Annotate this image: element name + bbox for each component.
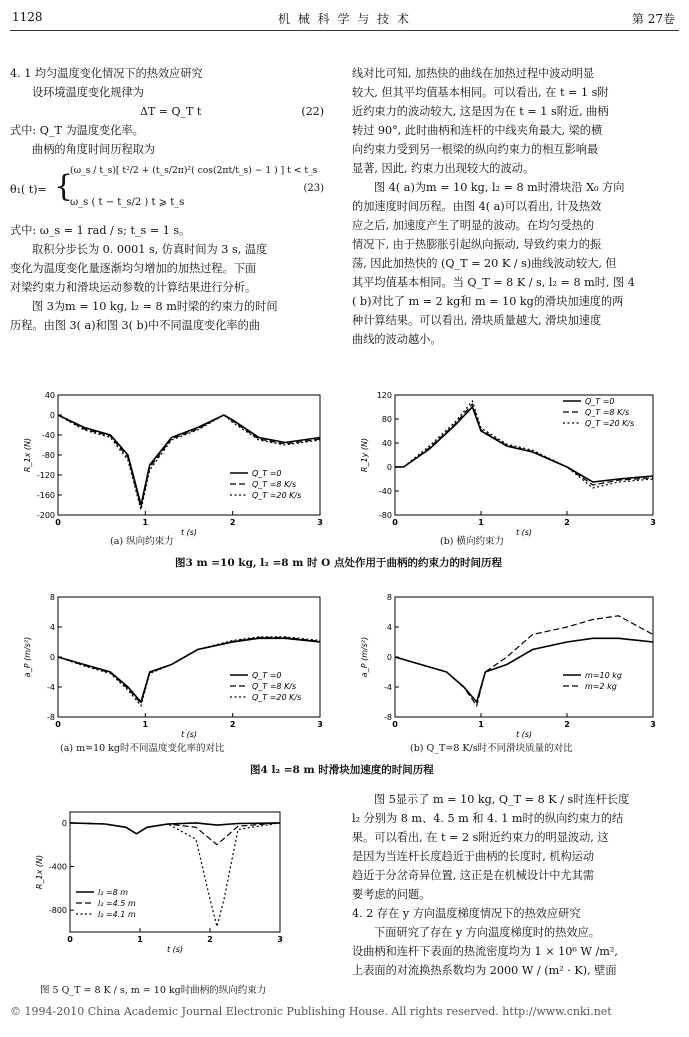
y-tick-label: 0: [49, 653, 55, 662]
x-tick-label: 2: [229, 518, 236, 527]
equation-23-brace: {: [54, 169, 74, 204]
legend-label: Q_T =20 K/s: [252, 491, 302, 500]
fig4a-chart: [23, 593, 323, 739]
fig3b-subcaption: (b) 横向约束力: [440, 536, 505, 547]
right-column: [352, 64, 680, 349]
y-tick-label: 4: [49, 623, 55, 632]
equation-23-number: (23): [303, 183, 324, 194]
y-tick-label: 0: [386, 653, 392, 662]
x-tick-label: 1: [142, 518, 149, 527]
y-tick-label: -120: [36, 471, 55, 480]
x-tick-label: 3: [650, 518, 656, 527]
paragraph-line: 图 5显示了 m = 10 kg, Q_T = 8 K / s时连杆长度: [374, 793, 630, 806]
x-tick-label: 3: [317, 518, 323, 527]
x-tick-label: 2: [564, 720, 570, 729]
text-line: 曲柄的角度时间历程取为: [32, 143, 156, 156]
paragraph-line: 其平均值基本相同。当 Q_T = 8 K / s, l₂ = 8 m时, 图 4: [352, 276, 635, 289]
paragraph-line: 向约束力受到另一根梁的纵向约束力的相互影响最: [352, 143, 599, 156]
x-tick-label: 2: [229, 720, 236, 729]
paragraph-line: 下面研究了存在 y 方向温度梯度时的热效应。: [374, 926, 600, 939]
x-tick-label: 0: [55, 720, 61, 729]
paragraph-line: 是因为当连杆长度趋近于曲柄的长度时, 机构运动: [352, 850, 595, 863]
y-tick-label: -40: [41, 431, 55, 440]
paragraph-line: 的加速度时间历程。由图 4( a)可以看出, 计及热效: [352, 200, 602, 213]
y-tick-label: -80: [41, 451, 55, 460]
fig3a-chart: [23, 391, 323, 537]
x-axis-label: t (s): [515, 528, 533, 537]
paragraph-line: l₂ 分别为 8 m、4. 5 m 和 4. 1 m时的纵向约束力的结: [352, 812, 624, 825]
x-tick-label: 3: [650, 720, 656, 729]
x-tick-label: 3: [317, 720, 323, 729]
y-tick-label: 0: [386, 463, 392, 472]
paragraph-line: 显著, 因此, 约束力出现较大的波动。: [352, 162, 535, 175]
x-tick-label: 3: [277, 935, 283, 944]
paragraph-line: 趋近于分岔奇异位置, 这正是在机械设计中尤其需: [352, 869, 595, 882]
x-axis-label: t (s): [180, 730, 198, 739]
fig4b-chart: [360, 593, 656, 739]
paragraph-line: 线对比可知, 加热快的曲线在加热过程中波动明显: [352, 67, 595, 80]
y-tick-label: 4: [386, 623, 392, 632]
y-tick-label: 40: [44, 391, 55, 400]
paragraph-line: 历程。由图 3( a)和图 3( b)中不同温度变化率的曲: [10, 319, 260, 332]
equation-23-case2: ω_s ( t − t_s/2 ) t ⩾ t_s: [70, 197, 185, 208]
series-line: [395, 616, 653, 706]
paragraph-line: 曲线的波动越小。: [352, 333, 442, 346]
paragraph-line: 转过 90°, 此时曲柄和连杆的中线夹角最大, 梁的横: [352, 124, 603, 137]
y-axis-label: R_1x (N): [23, 437, 32, 473]
y-tick-label: 0: [49, 411, 55, 420]
y-tick-label: -8: [47, 713, 55, 722]
y-axis-label: R_1y (N): [360, 437, 369, 473]
paragraph-line: 变化为温度变化量逐渐均匀增加的加热过程。下面: [10, 262, 257, 275]
page-number: 1128: [12, 10, 43, 24]
paragraph-line: 图 4( a)为m = 10 kg, l₂ = 8 m时滑块沿 X₀ 方向: [374, 181, 625, 194]
x-axis-label: t (s): [180, 528, 198, 537]
legend-label: Q_T =20 K/s: [252, 693, 302, 702]
x-axis-label: t (s): [515, 730, 533, 739]
paragraph-line: 较大, 但其平均值基本相同。可以看出, 在 t = 1 s附: [352, 86, 609, 99]
y-tick-label: -4: [384, 683, 392, 692]
paragraph-line: 荡, 因此加热快的 (Q_T = 20 K / s)曲线波动较大, 但: [352, 257, 617, 270]
legend-label: m=10 kg: [585, 671, 622, 680]
legend-label: m=2 kg: [585, 682, 617, 691]
legend-label: Q_T =0: [252, 671, 282, 680]
legend-label: Q_T =0: [585, 397, 615, 406]
y-tick-label: -80: [378, 511, 392, 520]
fig3-caption: 图3 m =10 kg, l₂ =8 m 时 O 点处作用于曲柄的约束力的时间历程: [175, 557, 502, 569]
right-column-bottom: [352, 790, 680, 980]
x-tick-label: 2: [207, 935, 213, 944]
paragraph-line: 图 3为m = 10 kg, l₂ = 8 m时梁的约束力的时间: [32, 300, 278, 313]
equation-22: [10, 102, 328, 121]
y-tick-label: 8: [49, 593, 55, 602]
paragraph-line: 情况下, 由于热膨胀引起纵向振动, 导致约束力的振: [352, 238, 602, 251]
legend-label: l₂ =4.5 m: [98, 899, 136, 908]
y-tick-label: -400: [48, 862, 67, 872]
x-tick-label: 0: [67, 935, 73, 944]
x-tick-label: 1: [137, 935, 143, 944]
y-axis-label: a_P (m/s²): [360, 636, 369, 678]
x-tick-label: 1: [142, 720, 149, 729]
paragraph-line: 要考虑的问题。: [352, 888, 431, 901]
section-4-1-heading: 4. 1 均匀温度变化情况下的热效应研究: [10, 67, 203, 80]
fig4b-subcaption: (b) Q_T=8 K/s时不同滑块质量的对比: [410, 743, 573, 754]
fig5-chart: [35, 812, 283, 954]
figure5-svg: [0, 800, 350, 980]
y-tick-label: -160: [36, 491, 55, 500]
y-tick-label: 40: [381, 439, 392, 448]
y-tick-label: -4: [47, 683, 55, 692]
paragraph-line: 种计算结果。可以看出, 滑块质量越大, 滑块加速度: [352, 314, 602, 327]
text-line: 式中: ω_s = 1 rad / s; t_s = 1 s。: [10, 224, 191, 237]
y-tick-label: -200: [36, 511, 55, 520]
y-axis-label: R_1x (N): [35, 854, 44, 890]
y-tick-label: 120: [376, 391, 392, 400]
paragraph-line: 近约束力的波动较大, 这是因为在 t = 1 s附近, 曲柄: [352, 105, 609, 118]
fig3a-subcaption: (a) 纵向约束力: [110, 536, 174, 547]
fig4a-subcaption: (a) m=10 kg时不同温度变化率的对比: [60, 743, 225, 754]
y-tick-label: 8: [386, 593, 392, 602]
equation-23-case1: (ω_s / t_s)[ t²/2 + (t_s/2π)²( cos(2πt/t_s) − 1 ) ] t < t_s: [70, 165, 318, 176]
paragraph-line: 对梁约束力和滑块运动参数的计算结果进行分析。: [10, 281, 257, 294]
x-tick-label: 2: [564, 518, 570, 527]
copyright-footer: © 1994-2010 China Academic Journal Electronic Publishing House. All rights reserved. http://www.cnki.net: [10, 1005, 612, 1018]
equation-22-number: (22): [301, 105, 324, 118]
series-line: [70, 823, 280, 845]
fig3b-chart: [360, 391, 656, 537]
x-tick-label: 0: [392, 720, 398, 729]
legend-label: l₂ =8 m: [98, 888, 129, 897]
x-tick-label: 1: [478, 720, 484, 729]
y-axis-label: a_P (m/s²): [23, 636, 32, 678]
paragraph-line: 设曲柄和连杆下表面的热流密度均为 1 × 10⁶ W /m²,: [352, 945, 618, 958]
y-tick-label: 0: [61, 818, 67, 828]
journal-name: 机 械 科 学 与 技 术: [278, 12, 411, 26]
paragraph-line: 上表面的对流换热系数均为 2000 W / (m² · K), 壁面: [352, 964, 617, 977]
paragraph-line: 应之后, 加速度产生了明显的波动。在均匀受热的: [352, 219, 595, 232]
legend-label: Q_T =8 K/s: [585, 408, 630, 417]
equation-23: [10, 159, 328, 221]
legend-label: Q_T =0: [252, 469, 282, 478]
text-line: 式中: Q_T 为温度变化率。: [10, 124, 144, 137]
paragraph-line: 取积分步长为 0. 0001 s, 仿真时间为 3 s, 温度: [32, 243, 268, 256]
legend-label: Q_T =8 K/s: [252, 480, 297, 489]
x-tick-label: 0: [55, 518, 61, 527]
fig4-caption: 图4 l₂ =8 m 时滑块加速度的时间历程: [250, 764, 434, 776]
header-rule: [10, 30, 679, 31]
plot-frame: [395, 597, 653, 717]
paragraph-line: ( b)对比了 m = 2 kg和 m = 10 kg的滑块加速度的两: [352, 295, 624, 308]
equation-23-lhs: θ₁( t)=: [10, 183, 47, 196]
y-tick-label: -800: [48, 906, 67, 916]
y-tick-label: -8: [384, 713, 392, 722]
x-axis-label: t (s): [166, 945, 184, 954]
figures-svg: [0, 385, 689, 785]
volume: 第 27卷: [631, 12, 675, 26]
paragraph-line: 果。可以看出, 在 t = 2 s附近约束力的明显波动, 这: [352, 831, 609, 844]
x-tick-label: 0: [392, 518, 398, 527]
legend-label: Q_T =8 K/s: [252, 682, 297, 691]
left-column: [10, 64, 328, 335]
text-line: 设环境温度变化规律为: [32, 86, 144, 99]
x-tick-label: 1: [478, 518, 484, 527]
equation-22-body: ΔT = Q_T t: [140, 105, 202, 118]
legend-label: l₂ =4.1 m: [98, 910, 136, 919]
y-tick-label: -40: [378, 487, 392, 496]
legend-label: Q_T =20 K/s: [585, 419, 635, 428]
fig5-caption: 图 5 Q_T = 8 K / s, m = 10 kg时曲柄的纵向约束力: [40, 985, 267, 996]
y-tick-label: 80: [381, 415, 392, 424]
section-4-2-heading: 4. 2 存在 y 方向温度梯度情况下的热效应研究: [352, 907, 581, 920]
